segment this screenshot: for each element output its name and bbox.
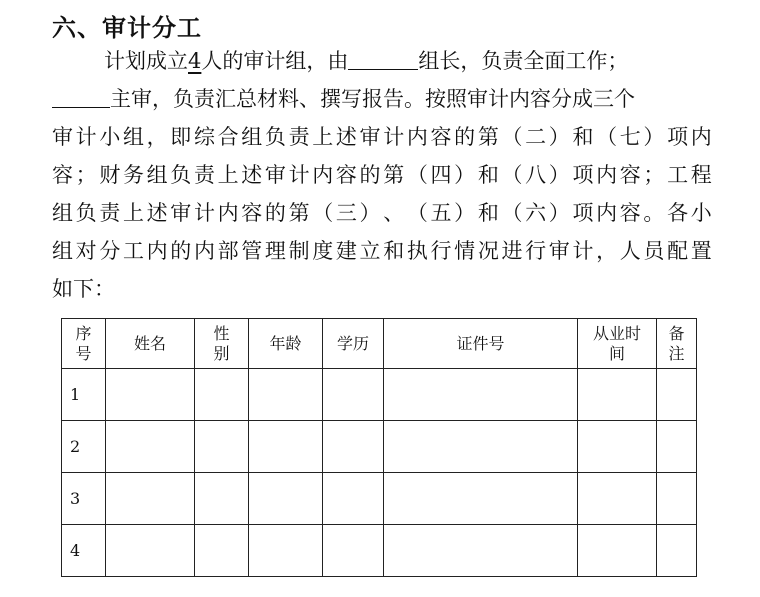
text-segment: 主审，负责汇总材料、撰写报告。按照审计内容分成三个 — [110, 87, 635, 111]
header-years: 从业时 间 — [578, 319, 657, 369]
text-segment: 计划成立 — [104, 49, 188, 73]
paragraph-line-4: 容 ； 财 务 组 负 责 上 述 审 计 内 容 的 第 （ 四 ） 和 （ 八 ） 项 内 容 ； 工 程 — [52, 163, 712, 187]
table-row — [62, 421, 697, 473]
cell-years[interactable] — [578, 473, 657, 525]
paragraph-line-5: 组 负 责 上 述 审 计 内 容 的 第 （ 三 ） 、 （ 五 ） 和 （ 六 ） 项 内 容 。 各 小 — [52, 201, 712, 225]
cell-education[interactable] — [323, 421, 384, 473]
cell-age[interactable] — [249, 369, 323, 421]
header-age: 年龄 — [249, 319, 323, 369]
cell-age[interactable] — [249, 525, 323, 577]
staff-table — [61, 318, 697, 577]
row-number: 2 — [62, 421, 106, 473]
cell-cert[interactable] — [384, 369, 578, 421]
cell-note[interactable] — [657, 525, 697, 577]
cell-gender[interactable] — [195, 473, 249, 525]
cell-name[interactable] — [106, 421, 195, 473]
header-note: 备 注 — [657, 319, 697, 369]
group-size-value: 4 — [188, 49, 202, 73]
cell-years[interactable] — [578, 369, 657, 421]
section-heading: 六、审计分工 — [52, 14, 202, 42]
audit-division-paragraph — [52, 42, 712, 308]
cell-education[interactable] — [323, 473, 384, 525]
cell-age[interactable] — [249, 421, 323, 473]
cell-note[interactable] — [657, 421, 697, 473]
cell-age[interactable] — [249, 473, 323, 525]
cell-name[interactable] — [106, 473, 195, 525]
header-seq: 序 号 — [62, 319, 106, 369]
header-education: 学历 — [323, 319, 384, 369]
leader-blank — [348, 45, 418, 70]
table-row — [62, 473, 697, 525]
cell-years[interactable] — [578, 421, 657, 473]
paragraph-line-6: 组 对 分 工 内 的 内 部 管 理 制 度 建 立 和 执 行 情 况 进 行 审 计 ， 人 员 配 置 — [52, 239, 712, 263]
paragraph-line-7: 如下： — [52, 277, 115, 301]
cell-cert[interactable] — [384, 473, 578, 525]
cell-gender[interactable] — [195, 525, 249, 577]
cell-gender[interactable] — [195, 421, 249, 473]
table-row — [62, 525, 697, 577]
paragraph-line-2 — [52, 80, 712, 118]
paragraph-line-3: 审 计 小 组 ， 即 综 合 组 负 责 上 述 审 计 内 容 的 第 （ 二 ） 和 （ 七 ） 项 内 — [52, 125, 712, 149]
cell-name[interactable] — [106, 525, 195, 577]
cell-name[interactable] — [106, 369, 195, 421]
header-gender: 性 别 — [195, 319, 249, 369]
cell-education[interactable] — [323, 369, 384, 421]
row-number: 4 — [62, 525, 106, 577]
table-header-row — [62, 319, 697, 369]
paragraph-line-1 — [52, 42, 712, 80]
row-number: 3 — [62, 473, 106, 525]
cell-note[interactable] — [657, 369, 697, 421]
cell-cert[interactable] — [384, 421, 578, 473]
cell-note[interactable] — [657, 473, 697, 525]
chief-auditor-blank — [52, 83, 110, 108]
cell-gender[interactable] — [195, 369, 249, 421]
table-row — [62, 369, 697, 421]
text-segment: 人的审计组，由 — [201, 49, 349, 73]
cell-cert[interactable] — [384, 525, 578, 577]
header-name: 姓名 — [106, 319, 195, 369]
header-cert: 证件号 — [384, 319, 578, 369]
row-number: 1 — [62, 369, 106, 421]
cell-education[interactable] — [323, 525, 384, 577]
text-segment: 组长，负责全面工作； — [418, 49, 629, 73]
cell-years[interactable] — [578, 525, 657, 577]
